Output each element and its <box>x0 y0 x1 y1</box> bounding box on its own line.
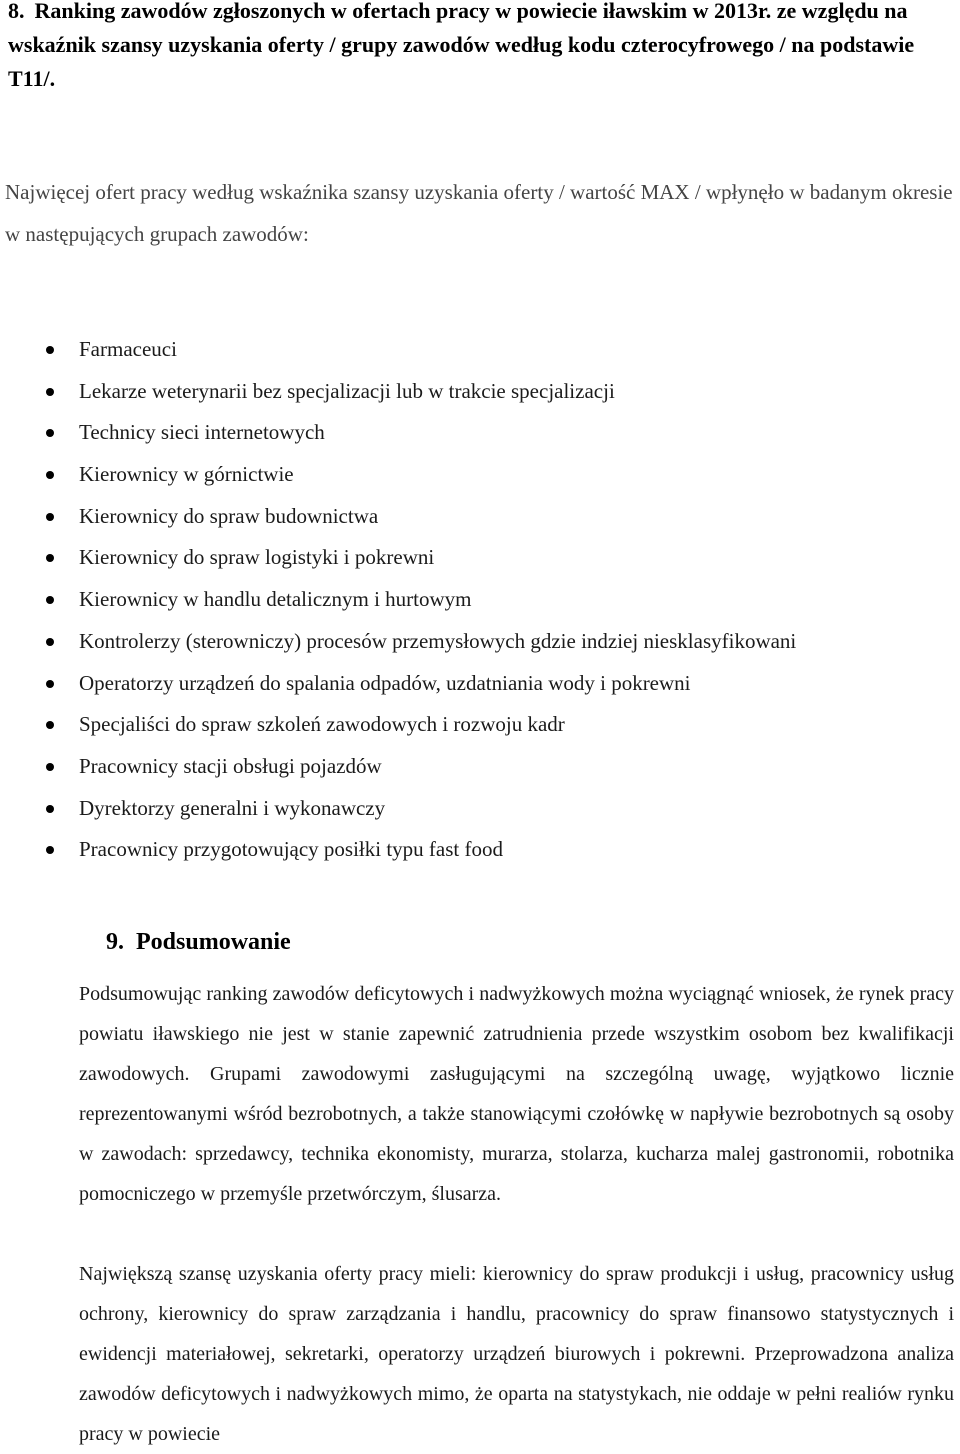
occupation-label: Technicy sieci internetowych <box>79 420 325 445</box>
section-8-heading <box>8 0 953 96</box>
bullet-icon <box>46 763 54 771</box>
bullet-icon <box>46 388 54 396</box>
list-item <box>0 788 960 830</box>
bullet-icon <box>46 513 54 521</box>
list-item <box>0 412 960 454</box>
bullet-icon <box>46 429 54 437</box>
bullet-icon <box>46 680 54 688</box>
list-item <box>0 579 960 621</box>
intro-paragraph: Najwięcej ofert pracy według wskaźnika szansy uzyskania oferty / wartość MAX / wpłynęło w badanym okresie w następujących grupach zawodów: <box>5 180 953 246</box>
occupation-label: Specjaliści do spraw szkoleń zawodowych i rozwoju kadr <box>79 712 565 737</box>
bullet-icon <box>46 638 54 646</box>
list-item <box>0 537 960 579</box>
occupation-label: Kontrolerzy (sterowniczy) procesów przemysłowych gdzie indziej niesklasyfikowani <box>79 628 797 653</box>
bullet-icon <box>46 346 54 354</box>
bullet-icon <box>46 471 54 479</box>
list-item <box>0 496 960 538</box>
bullet-icon <box>46 805 54 813</box>
occupation-label: Pracownicy stacji obsługi pojazdów <box>79 753 382 778</box>
occupation-label: Farmaceuci <box>79 337 177 361</box>
list-item <box>0 704 960 746</box>
occupation-label: Dyrektorzy generalni i wykonawczy <box>79 795 386 820</box>
summary-paragraph-2: Największą szansę uzyskania oferty pracy mieli: kierownicy do spraw produkcji i usług, pracownicy usług ochrony, kierownicy do spraw zarządzania i handlu, pracownicy do spraw finansowo statystycznych i ewidencji materiałowej, sekretarki, operatorzy urządzeń biurowych i pokrewni. Przeprowadzona analiza zawodów deficytowych i nadwyżkowych mimo, że oparta na statystykach, nie oddaje w pełni realiów rynku pracy w powiecie <box>79 1263 954 1445</box>
occupation-label: Kierownicy do spraw budownictwa <box>79 503 379 528</box>
list-item <box>0 663 960 705</box>
occupation-label: Kierownicy do spraw logistyki i pokrewni <box>79 545 435 570</box>
bullet-icon <box>46 596 54 604</box>
occupation-label: Pracownicy przygotowujący posiłki typu fast food <box>79 837 503 862</box>
bullet-icon <box>46 554 54 562</box>
section-8-title: Ranking zawodów zgłoszonych w ofertach pracy w powiecie iławskim w 2013r. ze względu na wskaźnik szansy uzyskania oferty / grupy zawodów według kodu czterocyfrowego / na podstawie T11/. <box>8 0 915 91</box>
occupation-label: Lekarze weterynarii bez specjalizacji lub w trakcie specjalizacji <box>79 378 615 403</box>
list-item <box>0 829 960 871</box>
occupation-label: Operatorzy urządzeń do spalania odpadów, uzdatniania wody i pokrewni <box>79 670 691 695</box>
summary-paragraph-1: Podsumowując ranking zawodów deficytowych i nadwyżkowych można wyciągnąć wniosek, że rynek pracy powiatu iławskiego nie jest w stanie zapewnić zatrudnienia przede wszystkim osobom bez kwalifikacji zawodowych. Grupami zawodowymi zasługującymi na szczególną uwagę, wyjątkowo licznie reprezentowanymi wśród bezrobotnych, a także stanowiącymi czołówkę w napływie bezrobotnych są osoby w zawodach: sprzedawcy, technika ekonomisty, murarza, stolarza, kucharza malej gastronomii, robotnika pomocniczego w przemyśle przetwórczym, ślusarza. <box>79 983 954 1205</box>
section-9-heading <box>106 922 291 962</box>
section-8-number: 8. <box>8 0 25 23</box>
section-9-title: Podsumowanie <box>136 929 291 955</box>
occupation-label: Kierownicy w handlu detalicznym i hurtowym <box>79 587 472 612</box>
list-item <box>0 371 960 413</box>
bullet-icon <box>46 721 54 729</box>
list-item <box>0 329 960 371</box>
bullet-icon <box>46 846 54 854</box>
list-item <box>0 454 960 496</box>
list-item <box>0 746 960 788</box>
occupation-label: Kierownicy w górnictwie <box>79 462 294 487</box>
section-9-number: 9. <box>106 929 124 955</box>
list-item <box>0 621 960 663</box>
occupation-list <box>0 329 960 871</box>
